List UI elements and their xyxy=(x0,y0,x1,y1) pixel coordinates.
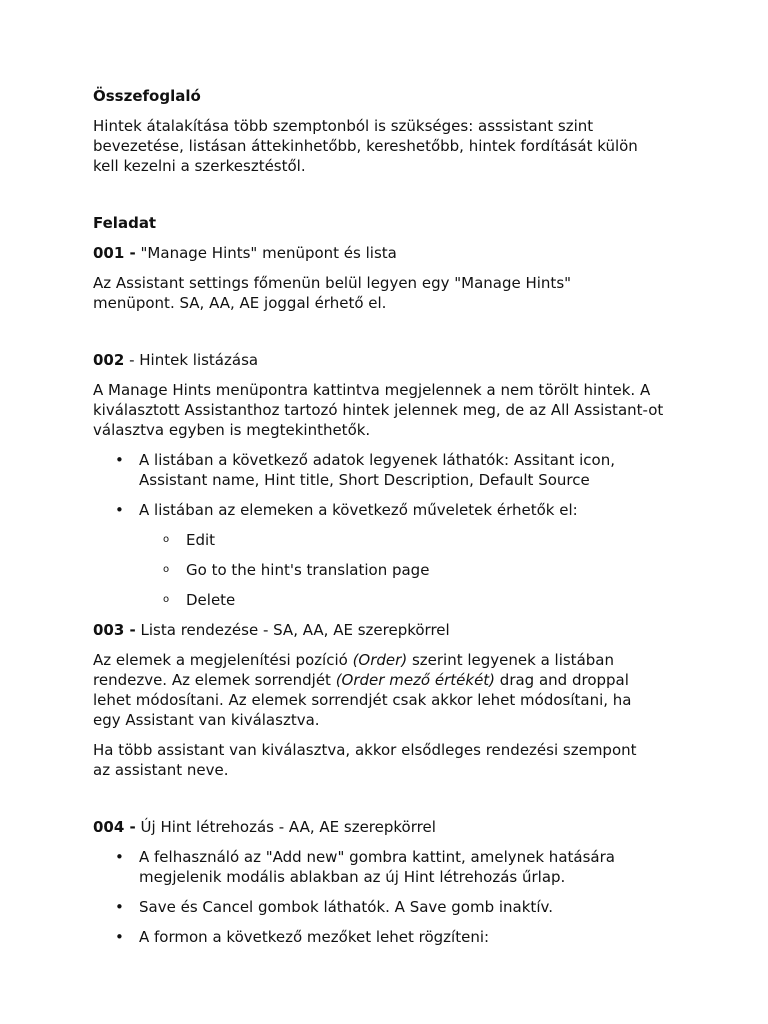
item-002-bullet-list xyxy=(93,450,673,520)
sub-list-item xyxy=(93,590,673,610)
item-004-heading xyxy=(93,817,673,837)
text-run: szerint legyenek a listában rendezve. Az elemek sorrendjét xyxy=(93,651,614,689)
sub-list-item xyxy=(93,530,673,550)
sub-list-item-text: Edit xyxy=(186,531,216,549)
task-heading: Feladat xyxy=(93,214,157,232)
document-page xyxy=(93,86,673,957)
item-003-text-2: Ha több assistant van kiválasztva, akkor elsődleges rendezési szempont az assistant neve. xyxy=(93,741,637,779)
item-003-number: 003 - xyxy=(93,621,136,639)
item-002-title: - Hintek listázása xyxy=(124,351,259,369)
item-002-heading xyxy=(93,350,673,370)
bullet-icon: • xyxy=(115,898,124,916)
item-004-number: 004 - xyxy=(93,818,136,836)
bullet-icon: • xyxy=(115,501,124,519)
item-003-title: Lista rendezése - SA, AA, AE szerepkörrel xyxy=(135,621,450,639)
list-item-text: A listában a következő adatok legyenek láthatók: Assitant icon, Assistant name, Hint title, Short Description, Default Source xyxy=(139,451,616,489)
item-004-bullet-list xyxy=(93,847,673,947)
list-item-text: A felhasználó az "Add new" gombra kattint, amelynek hatására megjelenik modális ablakban az új Hint létrehozás űrlap. xyxy=(139,848,615,886)
item-001-number: 001 - xyxy=(93,244,136,262)
bullet-icon: • xyxy=(115,451,124,469)
list-item xyxy=(93,500,673,520)
item-003-text-1 xyxy=(93,650,658,730)
summary-heading: Összefoglaló xyxy=(93,87,201,105)
summary-text: Hintek átalakítása több szemptonból is szükséges: asssistant szint bevezetése, listásan áttekinhetőbb, kereshetőbb, hintek fordítását külön kell kezelni a szerkesztéstől. xyxy=(93,117,638,175)
circle-bullet-icon: o xyxy=(163,534,170,545)
item-002-number: 002 xyxy=(93,351,125,369)
text-run-italic: (Order) xyxy=(352,651,408,669)
item-001-title: "Manage Hints" menüpont és lista xyxy=(135,244,397,262)
list-item xyxy=(93,927,673,947)
list-item-text: Save és Cancel gombok láthatók. A Save gomb inaktív. xyxy=(139,898,553,916)
list-item xyxy=(93,897,673,917)
text-run-italic: (Order mező értékét) xyxy=(335,671,496,689)
sub-list-item-text: Go to the hint's translation page xyxy=(186,561,430,579)
item-003-heading xyxy=(93,620,673,640)
list-item-text: A formon a következő mezőket lehet rögzíteni: xyxy=(139,928,490,946)
sub-list-item xyxy=(93,560,673,580)
bullet-icon: • xyxy=(115,928,124,946)
list-item-text: A listában az elemeken a következő műveletek érhetők el: xyxy=(139,501,578,519)
sub-list-item-text: Delete xyxy=(186,591,236,609)
circle-bullet-icon: o xyxy=(163,594,170,605)
list-item xyxy=(93,847,639,887)
item-001-text: Az Assistant settings főmenün belül legyen egy "Manage Hints" menüpont. SA, AA, AE joggal érhető el. xyxy=(93,274,572,312)
circle-bullet-icon: o xyxy=(163,564,170,575)
list-item xyxy=(93,450,639,490)
item-002-sub-list xyxy=(93,530,673,610)
bullet-icon: • xyxy=(115,848,124,866)
text-run: Az elemek a megjelenítési pozíció xyxy=(93,651,353,669)
item-001-heading xyxy=(93,243,673,263)
item-002-text: A Manage Hints menüpontra kattintva megjelennek a nem törölt hintek. A kiválasztott Assistanthoz tartozó hintek jelennek meg, de az All Assistant-ot választva egyben is megtekinthetők. xyxy=(93,381,664,439)
item-004-title: Új Hint létrehozás - AA, AE szerepkörrel xyxy=(135,818,436,836)
text-run: drag and droppal lehet módosítani. Az elemek sorrendjét csak akkor lehet módosítani, ha egy Assistant van kiválasztva. xyxy=(93,671,632,729)
